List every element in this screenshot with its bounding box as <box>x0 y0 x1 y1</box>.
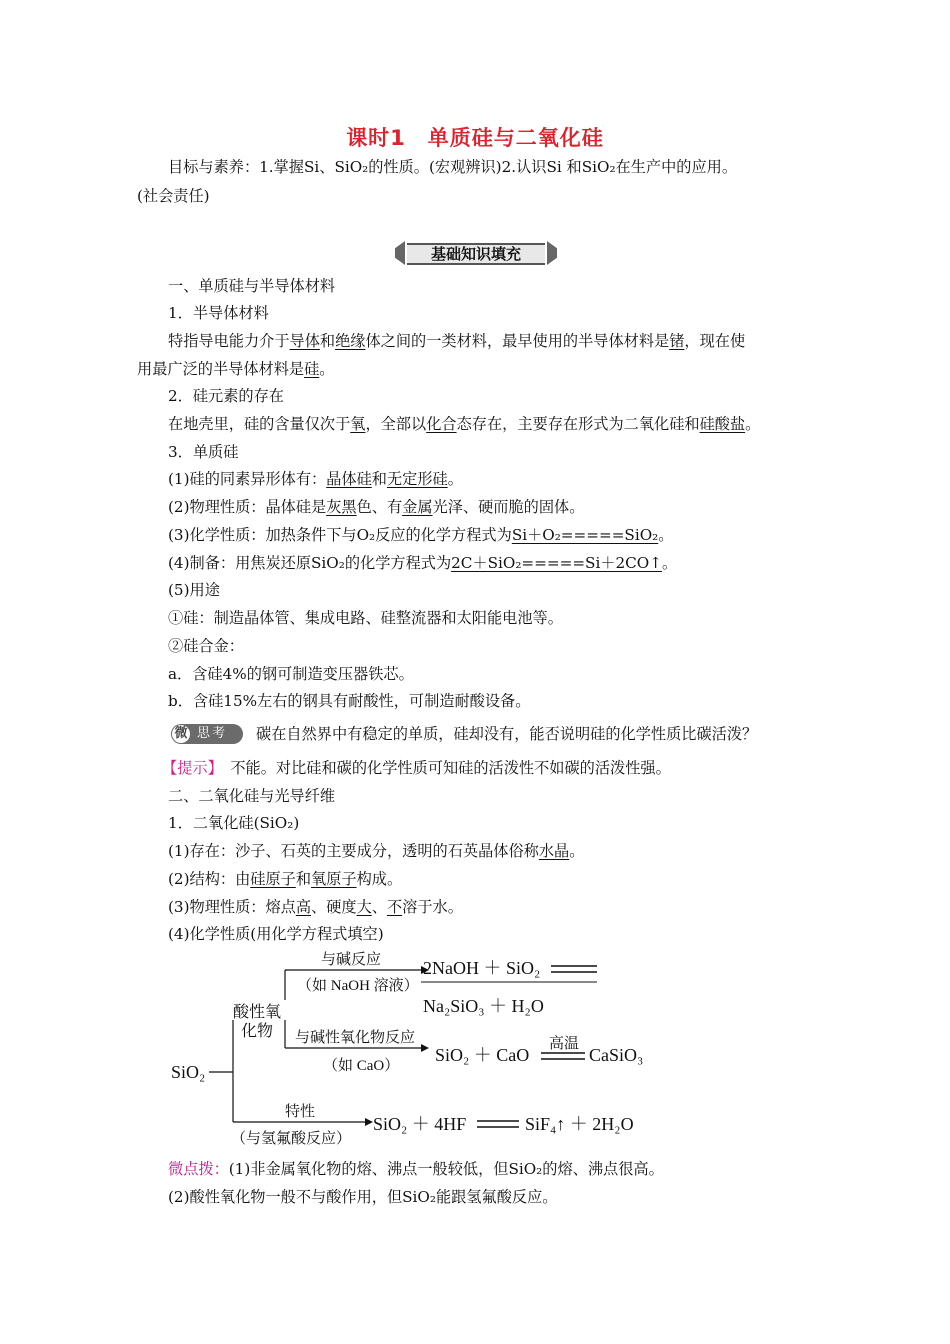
blank-answer: 绝缘 <box>335 332 366 350</box>
s1-item-3: (3)化学性质：加热条件下与O₂反应的化学方程式为Si＋O₂=====SiO₂。 <box>168 526 674 544</box>
s1-item-5: (5)用途 <box>168 581 220 599</box>
s1-subheading-3: 3．单质硅 <box>168 443 239 461</box>
hint-line: 【提示】 不能。对比硅和碳的化学性质可知硅的活泼性不如碳的活泼性强。 <box>162 759 671 777</box>
blank-answer: 灰黑 <box>326 498 357 516</box>
banner-left-cap <box>395 241 405 265</box>
blank-answer: 晶体硅 <box>326 470 372 488</box>
blank-answer: 硅酸盐 <box>699 415 746 433</box>
branch-1-equation-bottom: Na₂SiO₃ ＋ H₂O <box>423 996 544 1016</box>
branch-3-condition: （与氢氟酸反应） <box>231 1131 352 1147</box>
s2-subheading-1: 1．二氧化硅(SiO₂) <box>168 814 300 832</box>
banner-label: 基础知识填充 <box>407 243 545 265</box>
diagram-acid-label-2: 化物 <box>241 1023 274 1040</box>
note-label: 微点拨： <box>168 1160 229 1178</box>
branch-2-label: 与碱性氧化物反应 <box>295 1030 416 1046</box>
branch-2-condition: （如 CaO） <box>323 1058 400 1074</box>
s2-item-1: (1)存在：沙子、石英的主要成分，透明的石英晶体俗称水晶。 <box>168 842 585 860</box>
blank-answer: 金属 <box>402 498 433 516</box>
think-badge <box>171 724 243 744</box>
goals-line-1: 目标与素养：1.掌握Si、SiO₂的性质。(宏观辨识)2.认识Si 和SiO₂在生产中的应用。 <box>168 158 738 176</box>
s1-use-1: ①硅：制造晶体管、集成电路、硅整流器和太阳能电池等。 <box>168 609 563 627</box>
branch-1-label: 与碱反应 <box>321 952 382 968</box>
blank-answer: 硅 <box>304 360 320 378</box>
blank-answer: 大 <box>356 898 372 916</box>
page-title: 课时1 单质硅与二氧化硅 <box>346 126 604 150</box>
branch-2-equation-right: CaSiO₃ <box>589 1045 644 1065</box>
blank-answer: 氧原子 <box>311 870 357 888</box>
section-1-heading: 一、单质硅与半导体材料 <box>168 277 336 295</box>
branch-3-label: 特性 <box>285 1104 316 1120</box>
branch-2-heat-condition: 高温 <box>549 1036 580 1052</box>
s1-item-2: (2)物理性质：晶体硅是灰黑色、有金属光泽、硬而脆的固体。 <box>168 498 585 516</box>
blank-answer: 硅原子 <box>250 870 296 888</box>
branch-2-equation-left: SiO₂ ＋ CaO <box>435 1045 530 1065</box>
s1-para-1-line-1: 特指导电能力介于导体和绝缘体之间的一类材料，最早使用的半导体材料是锗，现在使 <box>168 332 746 350</box>
blank-answer: Si＋O₂=====SiO₂ <box>511 526 659 544</box>
s1-use-2: ②硅合金： <box>168 637 244 655</box>
s2-item-4: (4)化学性质(用化学方程式填空) <box>168 925 384 943</box>
section-2-heading: 二、二氧化硅与光导纤维 <box>168 787 336 805</box>
s1-use-a: a．含硅4%的钢可制造变压器铁芯。 <box>168 665 414 683</box>
s1-subheading-1: 1．半导体材料 <box>168 304 269 322</box>
s2-item-2: (2)结构：由硅原子和氧原子构成。 <box>168 870 403 888</box>
diagram-root: SiO₂ <box>171 1062 206 1082</box>
note-line-2: (2)酸性氧化物一般不与酸作用，但SiO₂能跟氢氟酸反应。 <box>168 1188 558 1206</box>
wei-icon: 微 <box>172 725 190 743</box>
branch-1-equation-top: 2NaOH ＋ SiO₂ <box>423 958 541 978</box>
branch-3-equation-left: SiO₂ ＋ 4HF <box>373 1114 467 1134</box>
banner-right-cap <box>547 241 557 265</box>
s1-para-2: 在地壳里，硅的含量仅次于氧，全部以化合态存在，主要存在形式为二氧化硅和硅酸盐。 <box>168 415 761 433</box>
think-label: 思考 <box>197 726 228 741</box>
blank-answer: 无定形硅 <box>386 470 448 488</box>
section-banner <box>395 241 557 265</box>
note-line-1: 微点拨：(1)非金属氧化物的熔、沸点一般较低，但SiO₂的熔、沸点很高。 <box>168 1160 664 1178</box>
blank-answer: 导体 <box>289 332 320 350</box>
blank-answer: 锗 <box>669 332 685 350</box>
s1-para-1-line-2: 用最广泛的半导体材料是硅。 <box>137 360 335 378</box>
blank-answer: 氧 <box>350 415 366 433</box>
think-question: 碳在自然界中有稳定的单质，硅却没有，能否说明硅的化学性质比碳活泼？ <box>256 725 758 743</box>
blank-answer: 化合 <box>426 415 457 433</box>
blank-answer: 不 <box>386 898 403 916</box>
blank-answer: 高 <box>295 898 312 916</box>
s1-item-4: (4)制备：用焦炭还原SiO₂的化学方程式为2C＋SiO₂=====Si＋2CO↑。 <box>168 554 678 572</box>
hint-label: 【提示】 <box>162 759 216 777</box>
sio2-reaction-diagram <box>165 950 685 1150</box>
blank-answer: 2C＋SiO₂=====Si＋2CO↑ <box>451 554 662 572</box>
goals-line-2: (社会责任) <box>137 187 210 205</box>
s1-subheading-2: 2．硅元素的存在 <box>168 387 284 405</box>
branch-3-equation-right: SiF₄↑ ＋ 2H₂O <box>525 1114 634 1134</box>
blank-answer: 水晶 <box>538 842 570 860</box>
s1-use-b: b．含硅15%左右的钢具有耐酸性，可制造耐酸设备。 <box>168 692 531 710</box>
s1-item-1: (1)硅的同素异形体有：晶体硅和无定形硅。 <box>168 470 463 488</box>
s2-item-3: (3)物理性质：熔点高、硬度大、不溶于水。 <box>168 898 463 916</box>
diagram-acid-label-1: 酸性氧 <box>233 1004 282 1021</box>
branch-1-condition: （如 NaOH 溶液） <box>297 978 419 994</box>
